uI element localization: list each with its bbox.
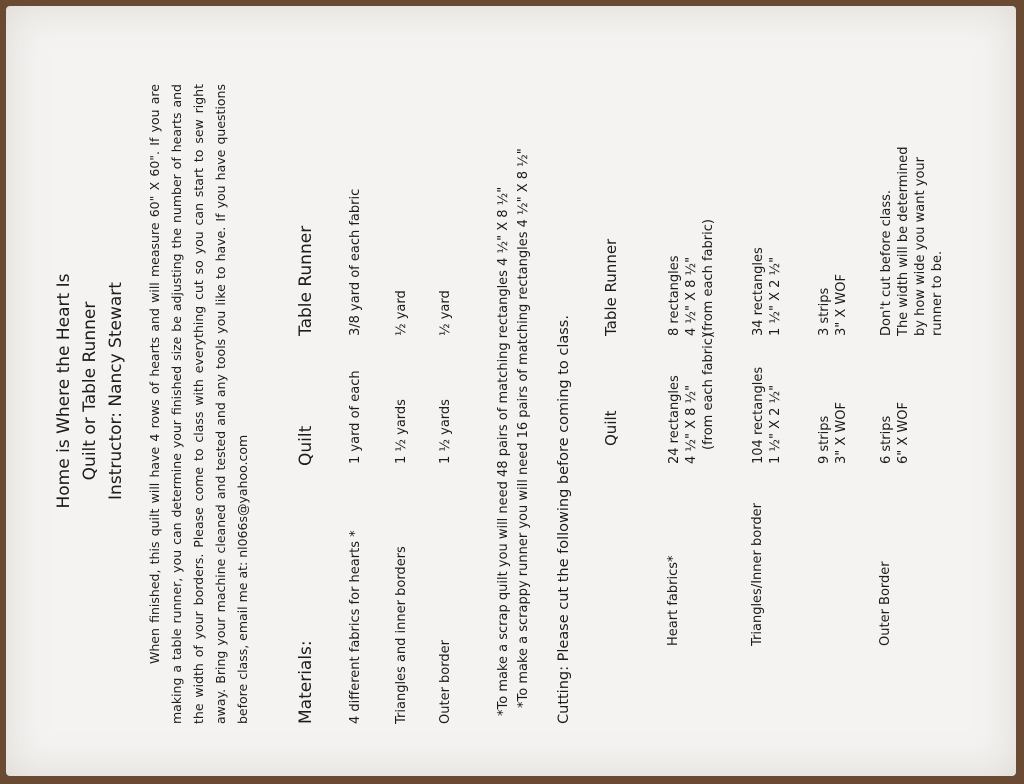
- cutting-row-quilt: [816, 402, 850, 464]
- cutting-col-runner: Table Runner: [602, 238, 620, 336]
- cutting-row-quilt: [750, 367, 784, 464]
- cutting-runner-line: 34 rectangles: [751, 247, 766, 336]
- doc-subtitle: Quilt or Table Runner: [80, 301, 100, 481]
- intro-text: When finished, this quilt will have 4 rows of hearts and will measure 60" X 60". If you are making a table runner, you can determine your finished size be adjusting the number of hearts and the width of your borders. Please come to class with everything cut so you can start to sew right away. Bring your machine cleaned and tested and any tools you like to have. If you have questions before class, email me at: nl066s@yahoo.com: [147, 84, 250, 724]
- cutting-runner-line: (from each fabric): [701, 219, 716, 336]
- materials-col-runner: Table Runner: [296, 225, 316, 336]
- cutting-runner-line: 4 ½" X 8 ½": [684, 256, 699, 336]
- intro-paragraph: [144, 84, 254, 724]
- cutting-quilt-line: 104 rectangles: [751, 366, 766, 464]
- materials-row-runner: ½ yard: [438, 290, 453, 336]
- cutting-runner-line: 1 ½" X 2 ½": [768, 256, 783, 336]
- materials-row-label: 4 different fabrics for hearts *: [348, 530, 363, 724]
- materials-col-quilt: Quilt: [296, 425, 316, 466]
- document-content: [6, 6, 1016, 776]
- cutting-quilt-line: 9 strips: [817, 415, 832, 464]
- cutting-runner-line: runner to be.: [930, 250, 945, 336]
- cutting-row-label: Outer Border: [878, 561, 893, 646]
- cutting-quilt-line: 4 ½" X 8 ½": [684, 384, 699, 464]
- materials-row-label: Outer border: [438, 640, 453, 724]
- cutting-runner-line: Don't cut before class.: [879, 190, 894, 336]
- materials-row-runner: 3/8 yard of each fabric: [348, 188, 363, 336]
- cutting-row-runner: [816, 274, 850, 336]
- materials-row-quilt: 1 ½ yards: [438, 399, 453, 464]
- cutting-row-runner: [750, 247, 784, 336]
- materials-row-quilt: 1 yard of each: [348, 370, 363, 464]
- cutting-quilt-line: 1 ½" X 2 ½": [768, 384, 783, 464]
- paper-sheet: [6, 6, 1016, 776]
- doc-title: Home is Where the Heart Is: [54, 273, 74, 509]
- cutting-quilt-line: 6" X WOF: [896, 402, 911, 464]
- materials-row-label: Triangles and inner borders: [394, 546, 409, 724]
- scrappy-runner-note: *To make a scrappy runner you will need 16 pairs of matching rectangles 4 ½" X 8 ½": [516, 148, 531, 708]
- cutting-row-runner: [878, 147, 946, 336]
- cutting-row-runner: [666, 219, 717, 336]
- materials-row-quilt: 1 ½ yards: [394, 399, 409, 464]
- cutting-runner-line: The width will be determined: [896, 146, 911, 336]
- cutting-heading: Cutting: Please cut the following before coming to class.: [556, 315, 572, 724]
- scrap-quilt-note: *To make a scrap quilt you will need 48 pairs of matching rectangles 4 ½" X 8 ½": [496, 186, 511, 716]
- cutting-runner-line: 3 strips: [817, 287, 832, 336]
- cutting-quilt-line: 24 rectangles: [667, 375, 682, 464]
- cutting-quilt-line: (from each fabric): [701, 333, 716, 450]
- materials-heading: Materials:: [296, 640, 316, 724]
- cutting-row-label: Heart fabrics*: [666, 555, 681, 646]
- materials-row-runner: ½ yard: [394, 290, 409, 336]
- cutting-row-quilt: [666, 333, 717, 464]
- cutting-runner-line: 3" X WOF: [834, 274, 849, 336]
- cutting-col-quilt: Quilt: [602, 410, 620, 446]
- cutting-runner-line: by how wide you want your: [913, 157, 928, 336]
- instructor-line: Instructor: Nancy Stewart: [106, 282, 126, 500]
- cutting-row-quilt: [878, 402, 912, 464]
- cutting-runner-line: 8 rectangles: [667, 255, 682, 336]
- cutting-row-label: Triangles/Inner border: [750, 503, 765, 646]
- cutting-quilt-line: 6 strips: [879, 415, 894, 464]
- cutting-quilt-line: 3" X WOF: [834, 402, 849, 464]
